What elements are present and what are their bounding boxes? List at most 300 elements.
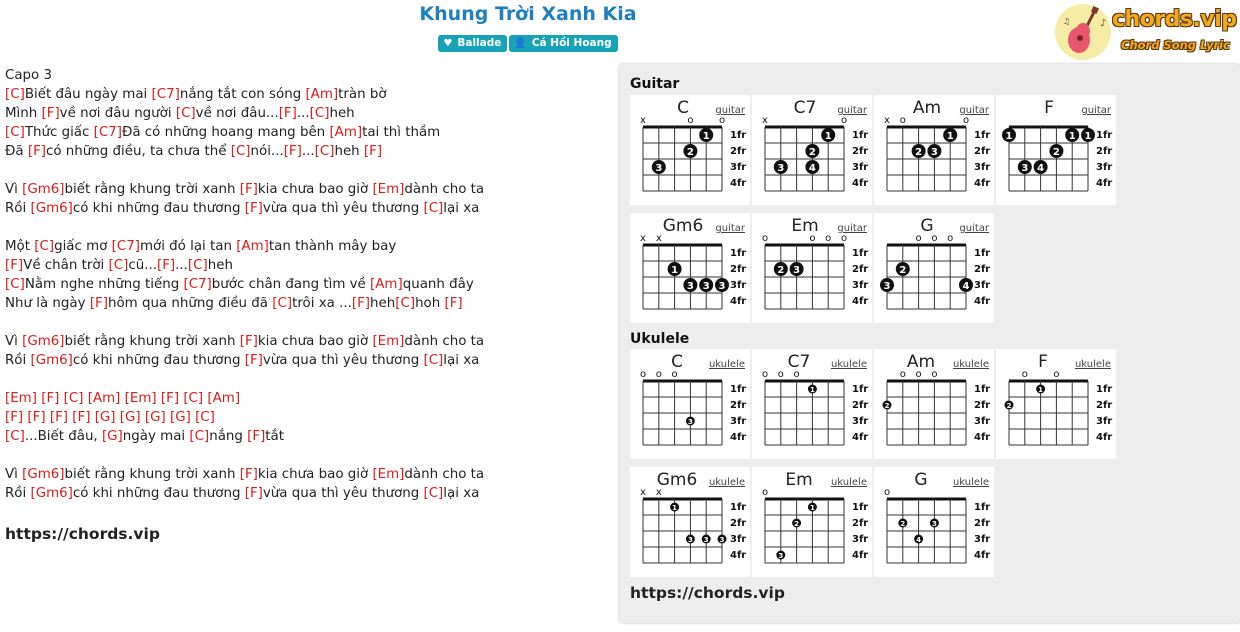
chord-link[interactable]: [C]	[272, 296, 293, 311]
muted-string-marker: x	[640, 487, 646, 498]
guitar-chord-card[interactable]	[874, 213, 994, 323]
chord-link[interactable]: [F]	[41, 391, 60, 406]
chord-link[interactable]: [Em]	[124, 391, 157, 406]
chord-link[interactable]: [F]	[444, 296, 463, 311]
fret-label: 3fr	[730, 416, 747, 427]
open-string-marker: o	[947, 233, 954, 244]
chord-link[interactable]: [C]	[230, 144, 251, 159]
chord-link[interactable]: [F]	[27, 410, 46, 425]
chord-diagram	[630, 95, 750, 205]
artist-label: Cá Hồi Hoang	[531, 37, 612, 49]
lyric-text: tai thì thầm	[362, 125, 441, 140]
chord-diagram	[630, 213, 750, 323]
open-string-marker: o	[761, 369, 769, 380]
lyric-text: kia chưa bao giờ	[257, 334, 373, 349]
heart-icon: ♥	[443, 38, 453, 49]
fret-label: 1fr	[1096, 384, 1113, 395]
chord-diagram	[630, 467, 750, 577]
fret-label: 2fr	[730, 518, 747, 529]
chord-link[interactable]: [F]	[27, 144, 46, 159]
chord-link[interactable]: [C]	[5, 87, 25, 102]
artist-badge[interactable]	[509, 35, 617, 52]
open-string-marker: o	[899, 369, 906, 380]
lyric-text: Capo 3	[5, 68, 53, 83]
svg-text:♫: ♫	[1063, 17, 1071, 26]
lyric-line	[5, 275, 605, 294]
fret-label: 3fr	[1096, 162, 1113, 173]
lyric-gap	[5, 446, 605, 465]
chord-link[interactable]: [F]	[283, 144, 302, 159]
fret-label: 3fr	[730, 280, 747, 291]
lyric-text: lại xa	[443, 486, 480, 501]
chord-link[interactable]: [C7]	[111, 239, 140, 254]
lyric-text: hoh	[415, 296, 445, 311]
lyric-line	[5, 180, 605, 199]
fret-label: 3fr	[730, 162, 747, 173]
ukulele-chord-card[interactable]	[630, 467, 750, 577]
fret-label: 4fr	[730, 432, 747, 443]
fret-label: 2fr	[730, 264, 747, 275]
finger-number: 3	[883, 281, 891, 292]
genre-label: Ballade	[457, 37, 502, 49]
finger-number: 3	[931, 520, 937, 528]
lyric-text: Rồi	[5, 486, 31, 501]
open-string-marker: o	[777, 369, 784, 380]
chord-link[interactable]: [G]	[144, 410, 166, 425]
open-string-marker: o	[718, 115, 726, 126]
lyric-gap	[5, 503, 605, 522]
lyric-line	[5, 256, 605, 275]
chord-link[interactable]: [Am]	[87, 391, 121, 406]
chord-diagram	[630, 349, 750, 459]
finger-number: 1	[1038, 386, 1044, 394]
chord-diagram	[752, 213, 872, 323]
genre-badge[interactable]	[438, 35, 507, 52]
chord-link[interactable]: [C]	[423, 486, 444, 501]
chord-link[interactable]: [C]	[189, 429, 210, 444]
chord-instrument-link[interactable]: guitar	[715, 223, 745, 234]
open-string-marker: o	[931, 233, 938, 244]
lyric-text: Biết đâu ngày mai	[24, 87, 152, 102]
chord-link[interactable]: [F]	[363, 144, 383, 159]
finger-number: 3	[702, 281, 710, 292]
fret-label: 1fr	[730, 384, 747, 395]
svg-text:♪: ♪	[1100, 18, 1107, 29]
lyric-text: quanh đây	[402, 277, 474, 292]
open-string-marker: o	[915, 369, 922, 380]
chord-link[interactable]: [Gm6]	[22, 182, 65, 197]
chord-link[interactable]: [C]	[309, 106, 330, 121]
fret-label: 4fr	[852, 432, 869, 443]
ukulele-chord-card[interactable]	[752, 349, 872, 459]
finger-number: 1	[824, 131, 832, 142]
fret-label: 3fr	[974, 534, 991, 545]
fret-label: 3fr	[974, 162, 991, 173]
chord-link[interactable]: [F]	[49, 410, 68, 425]
ukulele-chord-card[interactable]	[630, 349, 750, 459]
lyric-gap	[5, 161, 605, 180]
lyric-text: vừa qua thì yêu thương	[262, 201, 424, 216]
lyric-text: cũ...	[128, 258, 157, 273]
chord-link[interactable]: [C7]	[151, 87, 180, 102]
finger-number: 3	[793, 265, 801, 276]
site-logo[interactable]	[1054, 3, 1240, 61]
chord-link[interactable]: [C]	[314, 144, 335, 159]
chord-name: Em	[785, 470, 813, 490]
chord-instrument-link[interactable]: ukulele	[1074, 359, 1111, 370]
lyric-text: Như là ngày	[5, 296, 90, 311]
fret-label: 4fr	[1096, 432, 1113, 443]
lyric-text: tan thành mây bay	[268, 239, 397, 254]
guitar-chord-card[interactable]	[996, 95, 1116, 205]
fret-label: 1fr	[730, 502, 747, 513]
chord-name: C	[671, 352, 683, 372]
fret-label: 1fr	[974, 130, 991, 141]
fret-label: 1fr	[974, 248, 991, 259]
chord-link[interactable]: [F]	[41, 106, 60, 121]
lyric-text: dành cho ta	[404, 467, 485, 482]
chord-link[interactable]: [C]	[5, 125, 25, 140]
lyric-text: Rồi	[5, 353, 31, 368]
guitar-chord-card[interactable]	[630, 213, 750, 323]
lyric-text: có những điều, ta chưa thể	[46, 144, 231, 159]
chord-instrument-link[interactable]: ukulele	[952, 477, 989, 488]
lyric-text: biết rằng khung trời xanh	[64, 467, 240, 482]
lyric-gap	[5, 218, 605, 237]
chord-diagram	[752, 95, 872, 205]
fret-label: 2fr	[1096, 400, 1113, 411]
chord-instrument-link[interactable]: ukulele	[708, 359, 745, 370]
chord-link[interactable]: [F]	[239, 334, 258, 349]
lyric-line	[5, 389, 605, 408]
fret-label: 2fr	[974, 146, 991, 157]
lyrics-block	[5, 66, 605, 544]
open-string-marker: o	[655, 369, 662, 380]
chord-instrument-link[interactable]: guitar	[959, 105, 989, 116]
lyric-text: Đã	[5, 144, 28, 159]
song-badges	[0, 35, 1056, 52]
ukulele-chord-card[interactable]	[874, 467, 994, 577]
fret-label: 1fr	[974, 384, 991, 395]
lyric-text: dành cho ta	[404, 334, 485, 349]
panel-site-link[interactable]: https://chords.vip	[630, 584, 785, 602]
chord-link[interactable]: [G]	[169, 410, 191, 425]
chord-name: Em	[791, 216, 819, 236]
lyric-line	[5, 427, 605, 446]
fret-label: 4fr	[974, 296, 991, 307]
finger-number: 3	[703, 536, 709, 544]
open-string-marker: o	[915, 233, 922, 244]
lyric-text: Vì	[5, 467, 23, 482]
finger-number: 2	[777, 265, 785, 276]
song-title: Khung Trời Xanh Kia	[419, 3, 637, 25]
chord-link[interactable]: [Gm6]	[22, 334, 65, 349]
ukulele-chord-card[interactable]	[752, 467, 872, 577]
finger-number: 3	[778, 552, 784, 560]
lyric-text: lại xa	[443, 201, 480, 216]
ukulele-section-title: Ukulele	[630, 331, 690, 347]
lyric-line	[5, 294, 605, 313]
lyric-text: Vì	[5, 334, 23, 349]
lyric-text: kia chưa bao giờ	[257, 467, 373, 482]
chord-link[interactable]: [C7]	[183, 277, 212, 292]
fret-label: 2fr	[974, 518, 991, 529]
fret-label: 1fr	[852, 130, 869, 141]
chord-link[interactable]: [Em]	[5, 391, 37, 406]
fret-label: 2fr	[730, 146, 747, 157]
finger-number: 1	[672, 504, 678, 512]
finger-number: 4	[808, 163, 816, 174]
chord-link[interactable]: [Am]	[305, 87, 339, 102]
fret-label: 2fr	[852, 400, 869, 411]
lyric-line	[5, 332, 605, 351]
muted-string-marker: x	[655, 487, 662, 498]
chord-link[interactable]: [Am]	[329, 125, 363, 140]
chord-name: Am	[906, 352, 936, 372]
fret-label: 1fr	[730, 130, 747, 141]
open-string-marker: o	[931, 369, 938, 380]
chord-instrument-link[interactable]: guitar	[959, 223, 989, 234]
fret-label: 4fr	[730, 550, 747, 561]
lyrics-site-link[interactable]: https://chords.vip	[5, 525, 160, 543]
finger-number: 2	[900, 520, 906, 528]
finger-number: 3	[655, 163, 663, 174]
chord-instrument-link[interactable]: ukulele	[708, 477, 745, 488]
open-string-marker: o	[793, 369, 800, 380]
finger-number: 3	[686, 281, 694, 292]
chord-instrument-link[interactable]: guitar	[837, 105, 867, 116]
chord-instrument-link[interactable]: ukulele	[830, 359, 867, 370]
guitar-chord-card[interactable]	[752, 213, 872, 323]
lyric-text: dành cho ta	[404, 182, 485, 197]
finger-number: 2	[686, 147, 694, 158]
open-string-marker: o	[899, 115, 906, 126]
lyric-text: Thức giấc	[24, 125, 94, 140]
lyric-gap	[5, 370, 605, 389]
chord-link[interactable]: [G]	[101, 429, 123, 444]
chord-link[interactable]: [Em]	[372, 182, 405, 197]
lyric-line	[5, 237, 605, 256]
chord-link[interactable]: [C]	[108, 258, 129, 273]
open-string-marker: o	[1053, 369, 1060, 380]
open-string-marker: o	[840, 233, 848, 244]
finger-number: 1	[1084, 131, 1092, 142]
finger-number: 3	[1021, 163, 1029, 174]
fret-label: 4fr	[852, 550, 869, 561]
finger-number: 2	[884, 402, 890, 410]
finger-number: 1	[809, 386, 815, 394]
finger-number: 1	[702, 131, 710, 142]
lyric-text: ...	[296, 106, 310, 121]
chord-link[interactable]: [F]	[5, 258, 24, 273]
muted-string-marker: x	[884, 115, 890, 126]
finger-number: 2	[1052, 147, 1060, 158]
logo-badge	[1055, 4, 1111, 60]
chord-link[interactable]: [C]	[187, 258, 208, 273]
lyric-text: Vì	[5, 182, 23, 197]
chord-link[interactable]: [F]	[5, 410, 24, 425]
chord-link[interactable]: [F]	[239, 467, 258, 482]
chord-link[interactable]: [F]	[72, 410, 91, 425]
chord-link[interactable]: [F]	[244, 201, 263, 216]
lyric-text: nói...	[250, 144, 284, 159]
chord-diagram	[996, 95, 1116, 205]
lyric-line	[5, 123, 605, 142]
lyric-text: ...	[301, 144, 315, 159]
lyric-line	[5, 408, 605, 427]
chord-link[interactable]: [G]	[94, 410, 116, 425]
chord-name: Gm6	[662, 216, 704, 236]
chord-instrument-link[interactable]: ukulele	[952, 359, 989, 370]
lyric-gap	[5, 313, 605, 332]
lyric-text: có khi những đau thương	[72, 486, 245, 501]
open-string-marker: o	[639, 369, 647, 380]
chord-link[interactable]: [Am]	[236, 239, 269, 254]
chord-link[interactable]: [F]	[160, 391, 180, 406]
chord-link[interactable]: [F]	[156, 258, 176, 273]
finger-number: 3	[687, 418, 693, 426]
lyric-text: có khi những đau thương	[72, 353, 245, 368]
finger-number: 1	[946, 131, 954, 142]
finger-number: 2	[794, 520, 800, 528]
chord-link[interactable]: [C]	[195, 410, 215, 425]
lyric-text: Về chân trời	[23, 258, 109, 273]
chord-link[interactable]: [C]	[175, 106, 196, 121]
chord-diagram	[874, 349, 994, 459]
lyric-line	[5, 351, 605, 370]
lyric-text: tắt	[265, 429, 285, 444]
fret-label: 2fr	[974, 400, 991, 411]
chord-diagram	[996, 349, 1116, 459]
chord-link[interactable]: [Am]	[370, 277, 403, 292]
lyric-line	[5, 465, 605, 484]
chord-link[interactable]: [F]	[89, 296, 108, 311]
chord-link[interactable]: [F]	[244, 486, 263, 501]
chord-link[interactable]: [F]	[239, 182, 258, 197]
open-string-marker: o	[671, 369, 678, 380]
finger-number: 1	[671, 265, 679, 276]
fret-label: 3fr	[852, 162, 869, 173]
chord-link[interactable]: [C]	[183, 391, 204, 406]
muted-string-marker: x	[640, 115, 646, 126]
fret-label: 2fr	[852, 264, 869, 275]
fret-label: 4fr	[974, 178, 991, 189]
lyric-line	[5, 85, 605, 104]
fret-label: 4fr	[730, 178, 747, 189]
ukulele-chord-card[interactable]	[874, 349, 994, 459]
fret-label: 3fr	[1096, 416, 1113, 427]
chord-link[interactable]: [C]	[5, 277, 25, 292]
lyric-text: heh	[334, 144, 364, 159]
chord-diagram	[752, 467, 872, 577]
fret-label: 3fr	[974, 280, 991, 291]
logo-text: chords.vip	[1112, 7, 1237, 32]
chord-link[interactable]: [Gm6]	[30, 353, 73, 368]
chord-link[interactable]: [Gm6]	[30, 201, 73, 216]
chord-link[interactable]: [C]	[395, 296, 416, 311]
chord-name: G	[920, 216, 934, 236]
chord-diagram	[874, 213, 994, 323]
chord-link[interactable]: [F]	[244, 353, 263, 368]
chord-link[interactable]: [Gm6]	[22, 467, 65, 482]
lyric-text: giấc mơ	[54, 239, 112, 254]
guitar-chord-card[interactable]	[874, 95, 994, 205]
lyric-text: lại xa	[443, 353, 480, 368]
chord-instrument-link[interactable]: guitar	[1081, 105, 1111, 116]
lyric-text: Một	[5, 239, 35, 254]
lyric-text: có khi những đau thương	[72, 201, 245, 216]
chord-link[interactable]: [C]	[423, 353, 444, 368]
fret-label: 2fr	[852, 518, 869, 529]
lyric-text: heh	[207, 258, 233, 273]
lyric-text: vừa qua thì yêu thương	[262, 353, 424, 368]
fret-label: 4fr	[730, 296, 747, 307]
ukulele-chord-card[interactable]	[996, 349, 1116, 459]
chord-link[interactable]: [C]	[63, 391, 84, 406]
chord-link[interactable]: [F]	[247, 429, 266, 444]
lyric-text: heh	[370, 296, 396, 311]
fret-label: 1fr	[852, 502, 869, 513]
muted-string-marker: x	[640, 233, 646, 244]
chord-link[interactable]: [Em]	[372, 467, 405, 482]
person-icon: 👤	[514, 38, 527, 49]
chord-instrument-link[interactable]: guitar	[715, 105, 745, 116]
chord-link[interactable]: [C]	[5, 429, 25, 444]
lyric-text: ...Biết đâu,	[24, 429, 102, 444]
open-string-marker: o	[962, 115, 970, 126]
chord-link[interactable]: [G]	[119, 410, 141, 425]
finger-number: 2	[899, 265, 907, 276]
open-string-marker: o	[809, 233, 816, 244]
chord-diagram	[752, 349, 872, 459]
finger-number: 3	[719, 536, 725, 544]
chord-link[interactable]: [Am]	[207, 391, 241, 406]
open-string-marker: o	[761, 487, 769, 498]
finger-number: 3	[930, 147, 938, 158]
chord-instrument-link[interactable]: ukulele	[830, 477, 867, 488]
finger-number: 2	[808, 147, 816, 158]
lyric-line	[5, 199, 605, 218]
chord-name: Gm6	[656, 470, 698, 490]
lyric-text: về nơi đâu người	[59, 106, 176, 121]
finger-number: 4	[916, 536, 922, 544]
chord-link[interactable]: [C]	[423, 201, 444, 216]
chord-link[interactable]: [F]	[351, 296, 371, 311]
fret-label: 1fr	[852, 248, 869, 259]
chord-instrument-link[interactable]: guitar	[837, 223, 867, 234]
lyric-text: ...	[175, 258, 188, 273]
lyric-line	[5, 484, 605, 503]
lyric-text: về nơi đâu...	[195, 106, 279, 121]
chord-name: F	[1038, 352, 1048, 372]
chord-link[interactable]: [Em]	[372, 334, 405, 349]
lyric-line	[5, 142, 605, 161]
guitar-chord-card[interactable]	[752, 95, 872, 205]
muted-string-marker: x	[655, 233, 662, 244]
capo-line	[5, 66, 605, 85]
fret-label: 1fr	[852, 384, 869, 395]
guitar-chord-card[interactable]	[630, 95, 750, 205]
chord-link[interactable]: [C7]	[93, 125, 122, 140]
open-string-marker: o	[883, 487, 891, 498]
chord-link[interactable]: [C]	[34, 239, 55, 254]
finger-number: 1	[1068, 131, 1076, 142]
lyric-text: vừa qua thì yêu thương	[262, 486, 424, 501]
chord-link[interactable]: [F]	[278, 106, 297, 121]
chord-name: C7	[793, 98, 817, 118]
lyric-text: heh	[329, 106, 355, 121]
chord-link[interactable]: [Gm6]	[30, 486, 73, 501]
